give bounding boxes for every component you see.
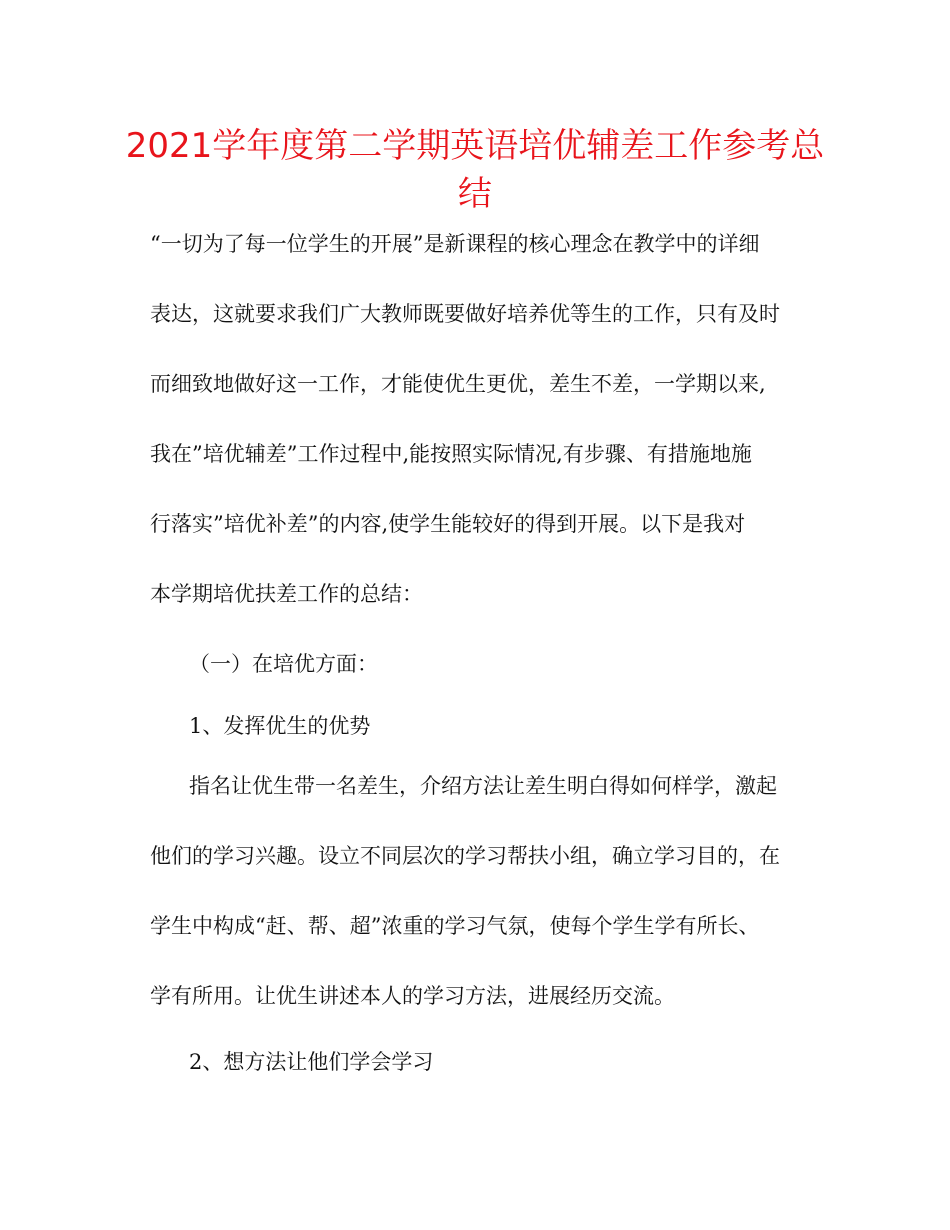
document-title-line-2: 结 bbox=[458, 174, 492, 214]
body-line-9: 指名让优生带一名差生，介绍方法让差生明白得如何样学，激起 bbox=[189, 774, 777, 798]
body-line-1: “一切为了每一位学生的开展”是新课程的核心理念在教学中的详细 bbox=[150, 232, 760, 256]
body-line-3: 而细致地做好这一工作，才能使优生更优，差生不差，一学期以来, bbox=[150, 372, 766, 396]
body-line-2: 表达，这就要求我们广大教师既要做好培养优等生的工作，只有及时 bbox=[150, 302, 780, 326]
subheading-2: 2、想方法让他们学会学习 bbox=[189, 1050, 434, 1074]
section-heading-1: （一）在培优方面： bbox=[189, 652, 378, 676]
body-line-11: 学生中构成“赶、帮、超”浓重的学习气氛，使每个学生学有所长、 bbox=[150, 914, 760, 938]
body-line-5: 行落实”培优补差”的内容,使学生能较好的得到开展。以下是我对 bbox=[150, 512, 746, 536]
subheading-1: 1、发挥优生的优势 bbox=[189, 714, 371, 738]
body-line-4: 我在”培优辅差”工作过程中,能按照实际情况,有步骤、有措施地施 bbox=[150, 442, 752, 466]
document-title-line-1: 2021学年度第二学期英语培优辅差工作参考总 bbox=[125, 126, 825, 166]
body-line-10: 他们的学习兴趣。设立不同层次的学习帮扶小组，确立学习目的，在 bbox=[150, 844, 780, 868]
body-line-6: 本学期培优扶差工作的总结： bbox=[150, 582, 423, 606]
body-line-12: 学有所用。让优生讲述本人的学习方法，进展经历交流。 bbox=[150, 984, 675, 1008]
